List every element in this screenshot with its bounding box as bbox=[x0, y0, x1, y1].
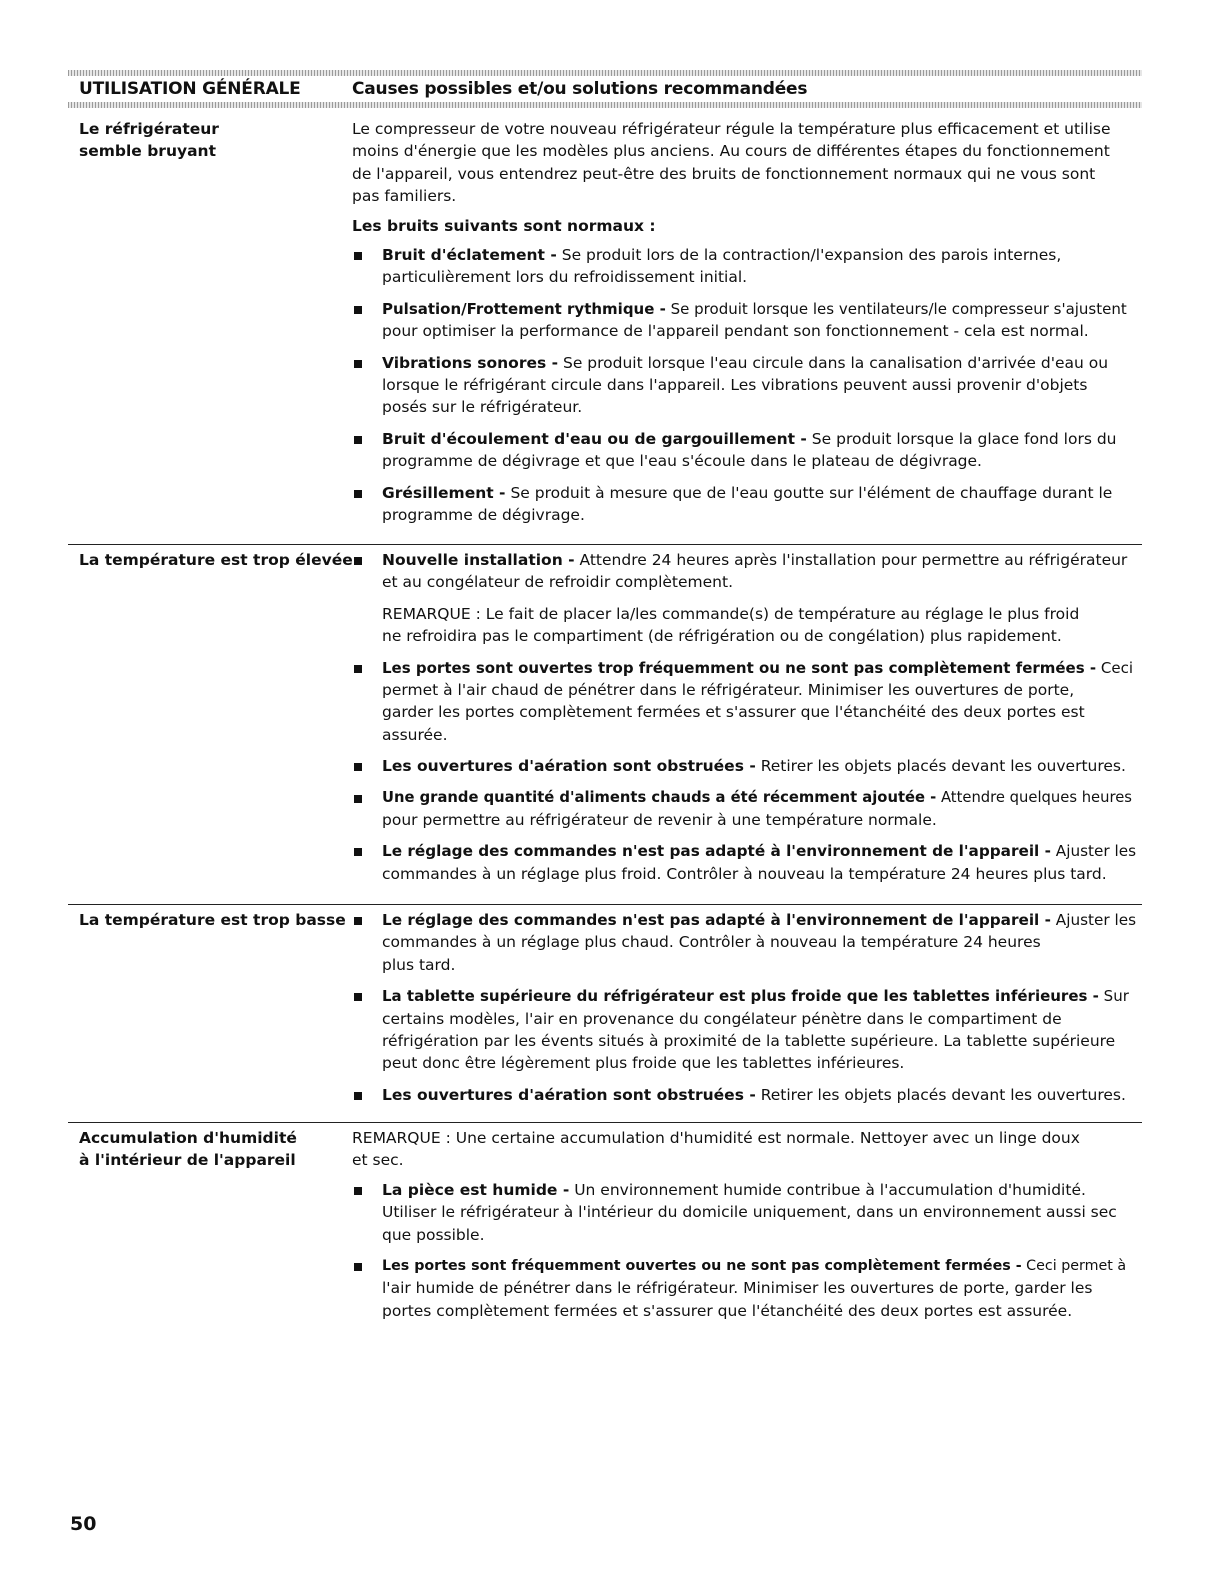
text-line: que possible. bbox=[382, 1225, 485, 1244]
text-line: ne refroidira pas le compartiment (de réfrigération ou de congélation) plus rapidement. bbox=[382, 627, 1062, 646]
text-line: Ceci bbox=[1100, 658, 1134, 677]
intro-paragraph bbox=[352, 118, 1138, 208]
bullet-title: Une grande quantité d'aliments chauds a été récemment ajoutée - bbox=[382, 788, 937, 806]
bullet-square-icon bbox=[354, 1187, 362, 1195]
header-hatch-bottom bbox=[68, 102, 1142, 108]
text-line: garder les portes complètement fermées et s'assurer que l'étanchéité des deux portes est bbox=[382, 703, 1085, 722]
bullet-square-icon bbox=[354, 306, 362, 314]
bullet-title: Pulsation/Frottement rythmique - bbox=[382, 299, 666, 318]
text-line: assurée. bbox=[382, 725, 448, 744]
solution-column bbox=[352, 118, 1138, 536]
bullet-item bbox=[352, 352, 1138, 419]
text-line: particulièrement lors du refroidissement initial. bbox=[382, 268, 748, 287]
bullet-item bbox=[352, 909, 1138, 976]
bullet-square-icon bbox=[354, 917, 362, 925]
bullet-title: Le réglage des commandes n'est pas adapté à l'environnement de l'appareil - bbox=[382, 911, 1051, 929]
solution-column bbox=[352, 549, 1138, 894]
text-line: Se produit à mesure que de l'eau goutte sur l'élément de chauffage durant le bbox=[510, 483, 1113, 502]
column-heading-usage: UTILISATION GÉNÉRALE bbox=[79, 79, 301, 99]
bullet-item bbox=[352, 1179, 1138, 1246]
bullet-title: Grésillement - bbox=[382, 483, 506, 502]
text-line: Le fait de placer la/les commande(s) de température au réglage le plus froid bbox=[485, 604, 1080, 623]
text-line: pour permettre au réfrigérateur de revenir à une température normale. bbox=[382, 811, 937, 830]
bullet-square-icon bbox=[354, 795, 362, 803]
bullet-title: Les ouvertures d'aération sont obstruées - bbox=[382, 1085, 756, 1104]
text-line: programme de dégivrage et que l'eau s'écoule dans le plateau de dégivrage. bbox=[382, 452, 982, 471]
problem-label bbox=[79, 909, 349, 931]
bullet-title: Les ouvertures d'aération sont obstruées - bbox=[382, 757, 756, 776]
subheading: Les bruits suivants sont normaux : bbox=[352, 216, 656, 235]
text-line: certains modèles, l'air en provenance du congélateur pénètre dans le compartiment de bbox=[382, 1009, 1062, 1028]
problem-line: La température est trop basse bbox=[79, 911, 346, 929]
bullet-title: Le réglage des commandes n'est pas adapté à l'environnement de l'appareil - bbox=[382, 842, 1051, 861]
bullet-item bbox=[352, 787, 1138, 832]
bullet-item bbox=[352, 428, 1138, 473]
bullet-title: Les portes sont fréquemment ouvertes ou ne sont pas complètement fermées - bbox=[382, 1258, 1022, 1275]
bullet-square-icon bbox=[354, 993, 362, 1001]
bullet-item bbox=[352, 1255, 1138, 1322]
solution-column bbox=[352, 1127, 1138, 1331]
text-line: pas familiers. bbox=[352, 187, 457, 206]
text-line: portes complètement fermées et s'assurer que l'étanchéité des deux portes est assurée. bbox=[382, 1301, 1073, 1320]
bullet-title: Bruit d'écoulement d'eau ou de gargouillement - bbox=[382, 429, 807, 448]
bullet-title: La pièce est humide - bbox=[382, 1180, 570, 1199]
text-line: Ajuster les bbox=[1055, 842, 1137, 861]
bullet-item bbox=[352, 985, 1138, 1075]
section-too-cold bbox=[68, 904, 1142, 1104]
problem-label bbox=[79, 118, 349, 162]
problem-line: La température est trop élevée bbox=[79, 551, 353, 569]
text-line: Le compresseur de votre nouveau réfrigérateur régule la température plus efficacement et utilise bbox=[352, 120, 1111, 138]
note-block bbox=[352, 1127, 1138, 1172]
bullet-title: Bruit d'éclatement - bbox=[382, 246, 557, 265]
text-line: posés sur le réfrigérateur. bbox=[382, 398, 583, 417]
bullet-square-icon bbox=[354, 252, 362, 260]
text-line: Se produit lorsque les ventilateurs/le compresseur s'ajustent bbox=[670, 299, 1127, 318]
text-line: peut donc être légèrement plus froide que les tablettes inférieures. bbox=[382, 1054, 905, 1073]
text-line: Sur bbox=[1103, 987, 1129, 1006]
text-line: commandes à un réglage plus froid. Contrôler à nouveau la température 24 heures plus tard. bbox=[382, 864, 1107, 883]
text-line: commandes à un réglage plus chaud. Contrôler à nouveau la température 24 heures bbox=[382, 933, 1041, 952]
text-line: Utiliser le réfrigérateur à l'intérieur du domicile uniquement, dans un environnement aussi sec bbox=[382, 1203, 1117, 1222]
bullet-square-icon bbox=[354, 1092, 362, 1100]
text-line: permet à l'air chaud de pénétrer dans le réfrigérateur. Minimiser les ouvertures de porte, bbox=[382, 681, 1075, 700]
text-line: Attendre 24 heures après l'installation pour permettre au réfrigérateur bbox=[579, 551, 1128, 569]
text-line: l'air humide de pénétrer dans le réfrigérateur. Minimiser les ouvertures de porte, garder les bbox=[382, 1279, 1093, 1298]
text-line: réfrigération par les évents situés à proximité de la tablette supérieure. La tablette supérieure bbox=[382, 1032, 1116, 1051]
bullet-item bbox=[352, 549, 1138, 594]
text-line: Se produit lorsque l'eau circule dans la canalisation d'arrivée d'eau ou bbox=[562, 353, 1109, 372]
text-line: Une certaine accumulation d'humidité est normale. Nettoyer avec un linge doux bbox=[455, 1129, 1080, 1147]
text-line: et sec. bbox=[352, 1151, 404, 1170]
text-line: plus tard. bbox=[382, 955, 456, 974]
text-line: Un environnement humide contribue à l'accumulation d'humidité. bbox=[574, 1180, 1086, 1199]
bullet-item bbox=[352, 244, 1138, 289]
bullet-title: Nouvelle installation - bbox=[382, 551, 575, 569]
bullet-square-icon bbox=[354, 490, 362, 498]
section-humidity bbox=[68, 1122, 1142, 1320]
text-line: et au congélateur de refroidir complètement. bbox=[382, 573, 733, 592]
problem-label bbox=[79, 549, 353, 571]
header-hatch-top bbox=[68, 70, 1142, 76]
bullet-item bbox=[352, 1084, 1138, 1106]
bullet-title: Vibrations sonores - bbox=[382, 353, 559, 372]
bullet-square-icon bbox=[354, 763, 362, 771]
bullet-square-icon bbox=[354, 665, 362, 673]
bullet-square-icon bbox=[354, 848, 362, 856]
note-label: REMARQUE : bbox=[352, 1129, 451, 1147]
bullet-item bbox=[352, 482, 1138, 527]
text-line: moins d'énergie que les modèles plus anciens. Au cours de différentes étapes du fonctionnement bbox=[352, 142, 1110, 161]
problem-line: à l'intérieur de l'appareil bbox=[79, 1151, 296, 1169]
bullet-item bbox=[352, 298, 1138, 343]
text-line: Ceci permet à bbox=[1026, 1258, 1127, 1275]
text-line: Retirer les objets placés devant les ouvertures. bbox=[760, 757, 1126, 776]
problem-line: Le réfrigérateur bbox=[79, 120, 219, 138]
column-heading-causes: Causes possibles et/ou solutions recommandées bbox=[352, 79, 808, 99]
text-line: Retirer les objets placés devant les ouvertures. bbox=[760, 1085, 1126, 1104]
problem-line: semble bruyant bbox=[79, 142, 216, 160]
text-line: Se produit lorsque la glace fond lors du bbox=[811, 429, 1117, 448]
bullet-square-icon bbox=[354, 360, 362, 368]
bullet-item bbox=[352, 657, 1138, 747]
text-line: de l'appareil, vous entendrez peut-être des bruits de fonctionnement normaux qui ne vous sont bbox=[352, 164, 1096, 183]
text-line: Attendre quelques heures bbox=[940, 788, 1132, 806]
section-too-warm bbox=[68, 544, 1142, 883]
note-label: REMARQUE : bbox=[382, 604, 481, 623]
note-block bbox=[352, 603, 1138, 648]
bullet-square-icon bbox=[354, 1263, 362, 1271]
text-line: programme de dégivrage. bbox=[382, 506, 585, 525]
text-line: pour optimiser la performance de l'appareil pendant son fonctionnement - cela est normal. bbox=[382, 322, 1089, 341]
problem-label bbox=[79, 1127, 349, 1171]
bullet-item bbox=[352, 840, 1138, 885]
page-number: 50 bbox=[70, 1513, 97, 1535]
text-line: Ajuster les bbox=[1055, 911, 1137, 929]
bullet-square-icon bbox=[354, 557, 362, 565]
bullet-square-icon bbox=[354, 436, 362, 444]
text-line: lorsque le réfrigérant circule dans l'appareil. Les vibrations peuvent aussi provenir d'objets bbox=[382, 376, 1088, 395]
text-line: Se produit lors de la contraction/l'expansion des parois internes, bbox=[561, 246, 1062, 265]
solution-column bbox=[352, 909, 1138, 1115]
problem-line: Accumulation d'humidité bbox=[79, 1129, 297, 1147]
bullet-title: Les portes sont ouvertes trop fréquemment ou ne sont pas complètement fermées - bbox=[382, 658, 1097, 677]
bullet-item bbox=[352, 755, 1138, 777]
bullet-title: La tablette supérieure du réfrigérateur est plus froide que les tablettes inférieures - bbox=[382, 987, 1099, 1006]
